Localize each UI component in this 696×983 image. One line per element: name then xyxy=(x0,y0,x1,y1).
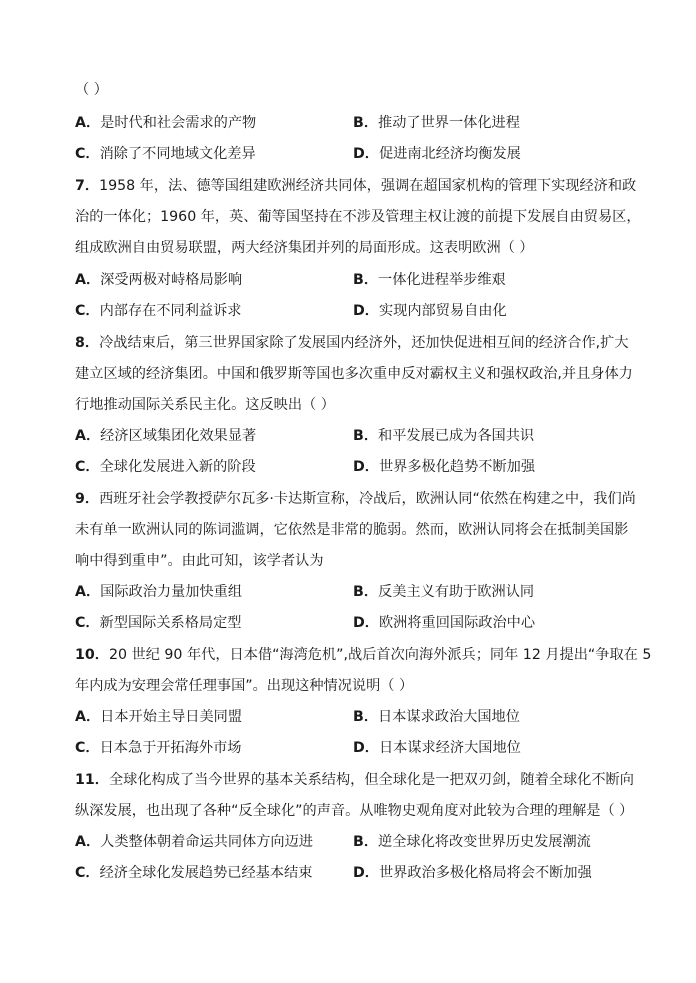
q8-stem-line-2: 建立区域的经济集团。中国和俄罗斯等国也多次重申反对霸权主义和强权政治,并且身体力 xyxy=(75,366,633,382)
q7-option-a xyxy=(75,270,242,290)
stem-text: 西班牙社会学教授萨尔瓦多·卡达斯宣称，冷战后，欧洲认同“依然在构建之中，我们尚 xyxy=(99,491,636,507)
stem-text: 1958 年，法、德等国组建欧洲经济共同体，强调在超国家机构的管理下实现经济和政 xyxy=(99,178,637,194)
option-letter: D． xyxy=(353,865,379,881)
option-text: 日本开始主导日美同盟 xyxy=(100,709,243,725)
question-number: 7． xyxy=(75,178,100,194)
q11-stem-line-1 xyxy=(75,770,635,790)
option-letter: A． xyxy=(75,115,101,131)
q6-answer-blank: （ ） xyxy=(75,82,108,98)
q9-option-d xyxy=(353,613,535,633)
option-letter: A． xyxy=(75,272,101,288)
option-letter: C． xyxy=(75,303,100,319)
q9-option-c xyxy=(75,613,242,633)
option-letter: D． xyxy=(353,740,379,756)
stem-text: 20 世纪 90 年代，日本借“海湾危机”,战后首次向海外派兵；同年 12 月提出“争取在 5 xyxy=(108,647,652,663)
option-letter: A． xyxy=(75,834,101,850)
q10-option-b xyxy=(353,707,520,727)
q6-option-a xyxy=(75,113,256,133)
option-text: 反美主义有助于欧洲认同 xyxy=(378,584,535,600)
q8-option-a xyxy=(75,426,256,446)
q9-stem-line-1 xyxy=(75,489,635,509)
q10-stem-line-2: 年内成为安理会常任理事国”。出现这种情况说明（ ） xyxy=(75,678,414,694)
option-letter: C． xyxy=(75,459,100,475)
q10-option-c xyxy=(75,738,242,758)
q8-option-d xyxy=(353,457,535,477)
option-text: 推动了世界一体化进程 xyxy=(378,115,520,131)
option-text: 是时代和社会需求的产物 xyxy=(100,115,257,131)
q11-option-d xyxy=(353,863,592,883)
option-letter: B． xyxy=(353,272,379,288)
stem-text: 冷战结束后，第三世界国家除了发展国内经济外，还加快促进相互间的经济合作,扩大 xyxy=(99,335,629,351)
option-letter: B． xyxy=(353,428,379,444)
option-letter: D． xyxy=(353,615,379,631)
option-letter: A． xyxy=(75,428,101,444)
q7-stem-line-3: 组成欧洲自由贸易联盟，两大经济集团并列的局面形成。这表明欧洲（ ） xyxy=(75,240,534,256)
q8-option-c xyxy=(75,457,256,477)
option-letter: C． xyxy=(75,146,100,162)
option-text: 新型国际关系格局定型 xyxy=(99,615,242,631)
option-letter: C． xyxy=(75,615,100,631)
option-letter: D． xyxy=(353,459,379,475)
option-letter: A． xyxy=(75,584,101,600)
q11-option-b xyxy=(353,832,591,852)
option-letter: B． xyxy=(353,115,379,131)
q10-option-a xyxy=(75,707,242,727)
option-text: 经济区域集团化效果显著 xyxy=(100,428,257,444)
option-letter: B． xyxy=(353,584,379,600)
q9-option-b xyxy=(353,582,534,602)
option-text: 实现内部贸易自由化 xyxy=(378,303,507,319)
q11-stem-line-2: 纵深发展，也出现了各种“反全球化”的声音。从唯物史观角度对此较为合理的理解是（ ） xyxy=(75,803,634,819)
q6-option-c xyxy=(75,144,256,164)
q10-option-d xyxy=(353,738,521,758)
question-number: 10． xyxy=(75,647,109,663)
option-text: 国际政治力量加快重组 xyxy=(100,584,243,600)
question-number: 8． xyxy=(75,335,100,351)
option-letter: A． xyxy=(75,709,101,725)
q7-stem-line-1 xyxy=(75,176,635,196)
option-text: 日本谋求政治大国地位 xyxy=(378,709,520,725)
q6-option-d xyxy=(353,144,521,164)
option-text: 逆全球化将改变世界历史发展潮流 xyxy=(378,834,591,850)
q9-option-a xyxy=(75,582,242,602)
question-number: 11． xyxy=(75,772,109,788)
option-text: 消除了不同地域文化差异 xyxy=(99,146,256,162)
option-text: 全球化发展进入新的阶段 xyxy=(99,459,256,475)
option-text: 内部存在不同利益诉求 xyxy=(99,303,242,319)
q6-option-b xyxy=(353,113,520,133)
option-text: 世界政治多极化格局将会不断加强 xyxy=(378,865,592,881)
option-text: 一体化进程举步维艰 xyxy=(378,272,506,288)
q11-option-c xyxy=(75,863,312,883)
q8-stem-line-3: 行地推动国际关系民主化。这反映出（ ） xyxy=(75,397,335,413)
option-letter: B． xyxy=(353,709,379,725)
option-text: 日本谋求经济大国地位 xyxy=(378,740,521,756)
option-letter: B． xyxy=(353,834,379,850)
option-text: 世界多极化趋势不断加强 xyxy=(378,459,536,475)
q10-stem-line-1 xyxy=(75,645,652,665)
option-text: 促进南北经济均衡发展 xyxy=(378,146,521,162)
stem-text: 全球化构成了当今世界的基本关系结构，但全球化是一把双刃剑，随着全球化不断向 xyxy=(108,772,634,788)
q7-stem-line-2: 治的一体化；1960 年，英、葡等国坚持在不涉及管理主权让渡的前提下发展自由贸易区， xyxy=(75,209,641,225)
q9-stem-line-2: 未有单一欧洲认同的陈词滥调，它依然是非常的脆弱。然而，欧洲认同将会在抵制美国影 xyxy=(75,522,629,538)
option-text: 经济全球化发展趋势已经基本结束 xyxy=(99,865,313,881)
option-letter: C． xyxy=(75,865,100,881)
q8-stem-line-1 xyxy=(75,333,635,353)
option-text: 和平发展已成为各国共识 xyxy=(378,428,535,444)
option-text: 深受两极对峙格局影响 xyxy=(100,272,243,288)
q8-option-b xyxy=(353,426,534,446)
question-number: 9． xyxy=(75,491,100,507)
option-text: 人类整体朝着命运共同体方向迈进 xyxy=(100,834,313,850)
option-letter: C． xyxy=(75,740,100,756)
q7-option-b xyxy=(353,270,506,290)
option-letter: D． xyxy=(353,303,379,319)
option-text: 日本急于开拓海外市场 xyxy=(99,740,242,756)
q7-option-d xyxy=(353,301,507,321)
q11-option-a xyxy=(75,832,313,852)
q7-option-c xyxy=(75,301,242,321)
q9-stem-line-3: 响中得到重申”。由此可知，该学者认为 xyxy=(75,553,324,569)
option-text: 欧洲将重回国际政治中心 xyxy=(378,615,536,631)
option-letter: D． xyxy=(353,146,379,162)
